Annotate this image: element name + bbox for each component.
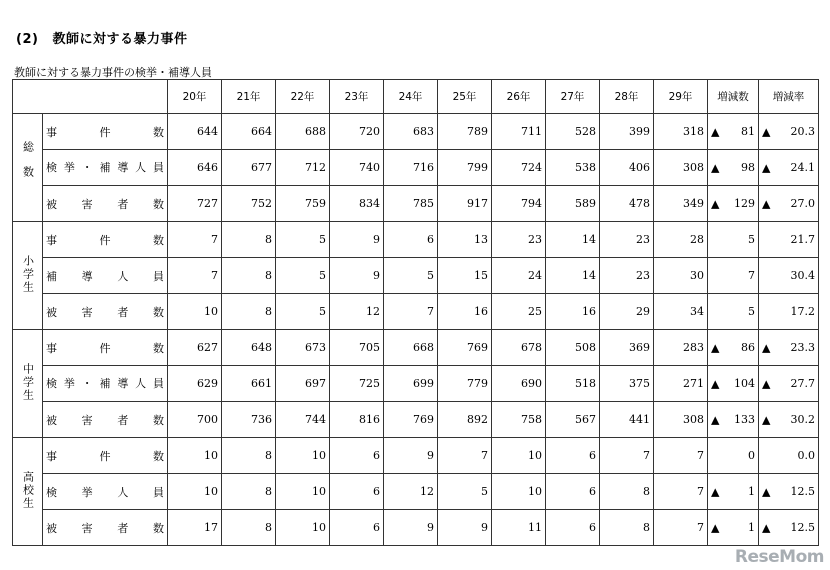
table-cell: 700 [168, 402, 222, 438]
table-cell: 13 [438, 222, 492, 258]
table-cell: 779 [438, 366, 492, 402]
table-cell: 664 [222, 114, 276, 150]
row-label: 被害者数 [43, 294, 168, 330]
table-cell: 758 [492, 402, 546, 438]
table-header-row [13, 80, 819, 114]
decrease-triangle-icon: ▲ [711, 413, 720, 426]
column-header: 24年 [384, 80, 438, 114]
table-cell: 7 [384, 294, 438, 330]
decrease-triangle-icon: ▲ [711, 341, 720, 354]
table-cell: 6 [330, 474, 384, 510]
rate-cell: 17.2 [759, 294, 819, 330]
row-label: 被害者数 [43, 510, 168, 546]
table-cell: 8 [222, 258, 276, 294]
table-cell: 23 [600, 222, 654, 258]
change-cell: ▲ 1 [708, 510, 759, 546]
table-cell: 727 [168, 186, 222, 222]
table-cell: 10 [276, 474, 330, 510]
table-cell: 10 [168, 294, 222, 330]
table-cell: 271 [654, 366, 708, 402]
table-cell: 308 [654, 150, 708, 186]
section-title: 教師に対する暴力事件 [52, 32, 188, 47]
decrease-triangle-icon: ▲ [711, 161, 720, 174]
rate-cell: ▲ 12.5 [759, 474, 819, 510]
header-blank-cell [13, 80, 168, 114]
change-cell: ▲ 104 [708, 366, 759, 402]
table-cell: 14 [546, 222, 600, 258]
table-cell: 8 [222, 222, 276, 258]
decrease-triangle-icon: ▲ [762, 341, 771, 354]
change-cell: ▲ 98 [708, 150, 759, 186]
rate-cell: ▲ 30.2 [759, 402, 819, 438]
table-cell: 705 [330, 330, 384, 366]
table-cell: 6 [330, 510, 384, 546]
table-cell: 712 [276, 150, 330, 186]
table-cell: 688 [276, 114, 330, 150]
change-cell: 5 [708, 294, 759, 330]
table-cell: 318 [654, 114, 708, 150]
table-cell: 816 [330, 402, 384, 438]
decrease-triangle-icon: ▲ [762, 413, 771, 426]
table-cell: 15 [438, 258, 492, 294]
table-cell: 678 [492, 330, 546, 366]
section-number: (2) [16, 32, 39, 47]
rate-cell: ▲ 23.3 [759, 330, 819, 366]
table-cell: 17 [168, 510, 222, 546]
group-label: 高校生 [13, 438, 43, 546]
change-cell: 5 [708, 222, 759, 258]
table-cell: 834 [330, 186, 384, 222]
change-cell: ▲ 133 [708, 402, 759, 438]
row-label: 事件数 [43, 222, 168, 258]
row-label: 事件数 [43, 114, 168, 150]
table-cell: 478 [600, 186, 654, 222]
table-cell: 441 [600, 402, 654, 438]
table-cell: 24 [492, 258, 546, 294]
table-cell: 677 [222, 150, 276, 186]
column-header: 20年 [168, 80, 222, 114]
table-cell: 406 [600, 150, 654, 186]
change-cell: 7 [708, 258, 759, 294]
table-cell: 5 [276, 258, 330, 294]
table-cell: 34 [654, 294, 708, 330]
table-cell: 28 [654, 222, 708, 258]
column-header: 増減数 [708, 80, 759, 114]
table-cell: 589 [546, 186, 600, 222]
row-label: 検挙・補導人員 [43, 150, 168, 186]
table-row [13, 402, 819, 438]
row-label: 検挙人員 [43, 474, 168, 510]
column-header: 増減率 [759, 80, 819, 114]
column-header: 27年 [546, 80, 600, 114]
table-cell: 627 [168, 330, 222, 366]
section-heading [16, 28, 187, 47]
table-row [13, 294, 819, 330]
table-cell: 7 [600, 438, 654, 474]
table-row [13, 258, 819, 294]
table-cell: 12 [330, 294, 384, 330]
table-cell: 538 [546, 150, 600, 186]
decrease-triangle-icon: ▲ [762, 197, 771, 210]
table-cell: 9 [384, 510, 438, 546]
table-cell: 785 [384, 186, 438, 222]
table-cell: 744 [276, 402, 330, 438]
table-cell: 5 [276, 294, 330, 330]
rate-cell: ▲ 20.3 [759, 114, 819, 150]
table-cell: 283 [654, 330, 708, 366]
table-cell: 10 [492, 438, 546, 474]
table-cell: 508 [546, 330, 600, 366]
table-cell: 8 [222, 474, 276, 510]
group-label: 小学生 [13, 222, 43, 330]
decrease-triangle-icon: ▲ [711, 125, 720, 138]
change-cell: 0 [708, 438, 759, 474]
decrease-triangle-icon: ▲ [711, 521, 720, 534]
table-cell: 9 [384, 438, 438, 474]
column-header: 26年 [492, 80, 546, 114]
table-cell: 646 [168, 150, 222, 186]
table-cell: 10 [492, 474, 546, 510]
table-cell: 10 [276, 510, 330, 546]
table-cell: 16 [546, 294, 600, 330]
table-cell: 644 [168, 114, 222, 150]
table-cell: 725 [330, 366, 384, 402]
row-label: 被害者数 [43, 402, 168, 438]
table-cell: 759 [276, 186, 330, 222]
table-cell: 10 [276, 438, 330, 474]
group-label: 総数 [13, 114, 43, 222]
table-cell: 769 [438, 330, 492, 366]
table-cell: 349 [654, 186, 708, 222]
table-row [13, 150, 819, 186]
decrease-triangle-icon: ▲ [711, 377, 720, 390]
decrease-triangle-icon: ▲ [762, 485, 771, 498]
table-cell: 29 [600, 294, 654, 330]
table-row [13, 474, 819, 510]
table-cell: 16 [438, 294, 492, 330]
table-cell: 629 [168, 366, 222, 402]
change-cell: ▲ 81 [708, 114, 759, 150]
table-cell: 8 [222, 294, 276, 330]
column-header: 21年 [222, 80, 276, 114]
table-cell: 10 [168, 474, 222, 510]
table-cell: 7 [654, 510, 708, 546]
change-cell: ▲ 86 [708, 330, 759, 366]
table-row [13, 186, 819, 222]
table-row [13, 222, 819, 258]
table-cell: 699 [384, 366, 438, 402]
table-cell: 794 [492, 186, 546, 222]
column-header: 28年 [600, 80, 654, 114]
decrease-triangle-icon: ▲ [711, 197, 720, 210]
rate-cell: 0.0 [759, 438, 819, 474]
table-cell: 6 [546, 438, 600, 474]
table-cell: 528 [546, 114, 600, 150]
table-cell: 8 [600, 510, 654, 546]
rate-cell: 30.4 [759, 258, 819, 294]
row-label: 補導人員 [43, 258, 168, 294]
table-cell: 724 [492, 150, 546, 186]
group-label: 中学生 [13, 330, 43, 438]
table-row [13, 510, 819, 546]
table-cell: 673 [276, 330, 330, 366]
table-cell: 740 [330, 150, 384, 186]
table-cell: 7 [168, 258, 222, 294]
table-cell: 308 [654, 402, 708, 438]
table-row [13, 438, 819, 474]
table-cell: 720 [330, 114, 384, 150]
table-caption: 教師に対する暴力事件の検挙・補導人員 [14, 66, 212, 79]
table-cell: 683 [384, 114, 438, 150]
table-cell: 6 [384, 222, 438, 258]
table-cell: 12 [384, 474, 438, 510]
table-row [13, 366, 819, 402]
table-cell: 5 [384, 258, 438, 294]
table-cell: 9 [438, 510, 492, 546]
table-cell: 799 [438, 150, 492, 186]
table-cell: 25 [492, 294, 546, 330]
table-cell: 9 [330, 258, 384, 294]
table-cell: 375 [600, 366, 654, 402]
decrease-triangle-icon: ▲ [711, 485, 720, 498]
change-cell: ▲ 129 [708, 186, 759, 222]
table-cell: 8 [600, 474, 654, 510]
resemom-watermark-logo: ReseMom [734, 547, 824, 567]
table-cell: 14 [546, 258, 600, 294]
column-header: 25年 [438, 80, 492, 114]
table-cell: 399 [600, 114, 654, 150]
table-cell: 7 [168, 222, 222, 258]
table-cell: 6 [546, 510, 600, 546]
rate-cell: ▲ 12.5 [759, 510, 819, 546]
decrease-triangle-icon: ▲ [762, 377, 771, 390]
rate-cell: 21.7 [759, 222, 819, 258]
rate-cell: ▲ 24.1 [759, 150, 819, 186]
table-cell: 752 [222, 186, 276, 222]
table-cell: 23 [600, 258, 654, 294]
table-cell: 7 [654, 438, 708, 474]
table-cell: 8 [222, 510, 276, 546]
decrease-triangle-icon: ▲ [762, 125, 771, 138]
column-header: 22年 [276, 80, 330, 114]
table-cell: 30 [654, 258, 708, 294]
table-cell: 769 [384, 402, 438, 438]
change-cell: ▲ 1 [708, 474, 759, 510]
table-cell: 648 [222, 330, 276, 366]
table-cell: 736 [222, 402, 276, 438]
table-cell: 690 [492, 366, 546, 402]
row-label: 事件数 [43, 330, 168, 366]
rate-cell: ▲ 27.0 [759, 186, 819, 222]
table-cell: 711 [492, 114, 546, 150]
table-cell: 518 [546, 366, 600, 402]
table-cell: 6 [546, 474, 600, 510]
row-label: 事件数 [43, 438, 168, 474]
table-cell: 5 [276, 222, 330, 258]
row-label: 被害者数 [43, 186, 168, 222]
row-label: 検挙・補導人員 [43, 366, 168, 402]
table-cell: 917 [438, 186, 492, 222]
table-cell: 23 [492, 222, 546, 258]
table-row [13, 114, 819, 150]
table-cell: 789 [438, 114, 492, 150]
table-cell: 7 [654, 474, 708, 510]
table-cell: 668 [384, 330, 438, 366]
table-cell: 9 [330, 222, 384, 258]
decrease-triangle-icon: ▲ [762, 521, 771, 534]
table-cell: 10 [168, 438, 222, 474]
table-cell: 11 [492, 510, 546, 546]
table-cell: 5 [438, 474, 492, 510]
table-row [13, 330, 819, 366]
table-cell: 369 [600, 330, 654, 366]
table-cell: 567 [546, 402, 600, 438]
column-header: 23年 [330, 80, 384, 114]
table-cell: 697 [276, 366, 330, 402]
statistics-table [12, 79, 819, 546]
table-cell: 892 [438, 402, 492, 438]
table-cell: 8 [222, 438, 276, 474]
table-cell: 7 [438, 438, 492, 474]
table-cell: 6 [330, 438, 384, 474]
table-cell: 716 [384, 150, 438, 186]
rate-cell: ▲ 27.7 [759, 366, 819, 402]
table-cell: 661 [222, 366, 276, 402]
column-header: 29年 [654, 80, 708, 114]
decrease-triangle-icon: ▲ [762, 161, 771, 174]
